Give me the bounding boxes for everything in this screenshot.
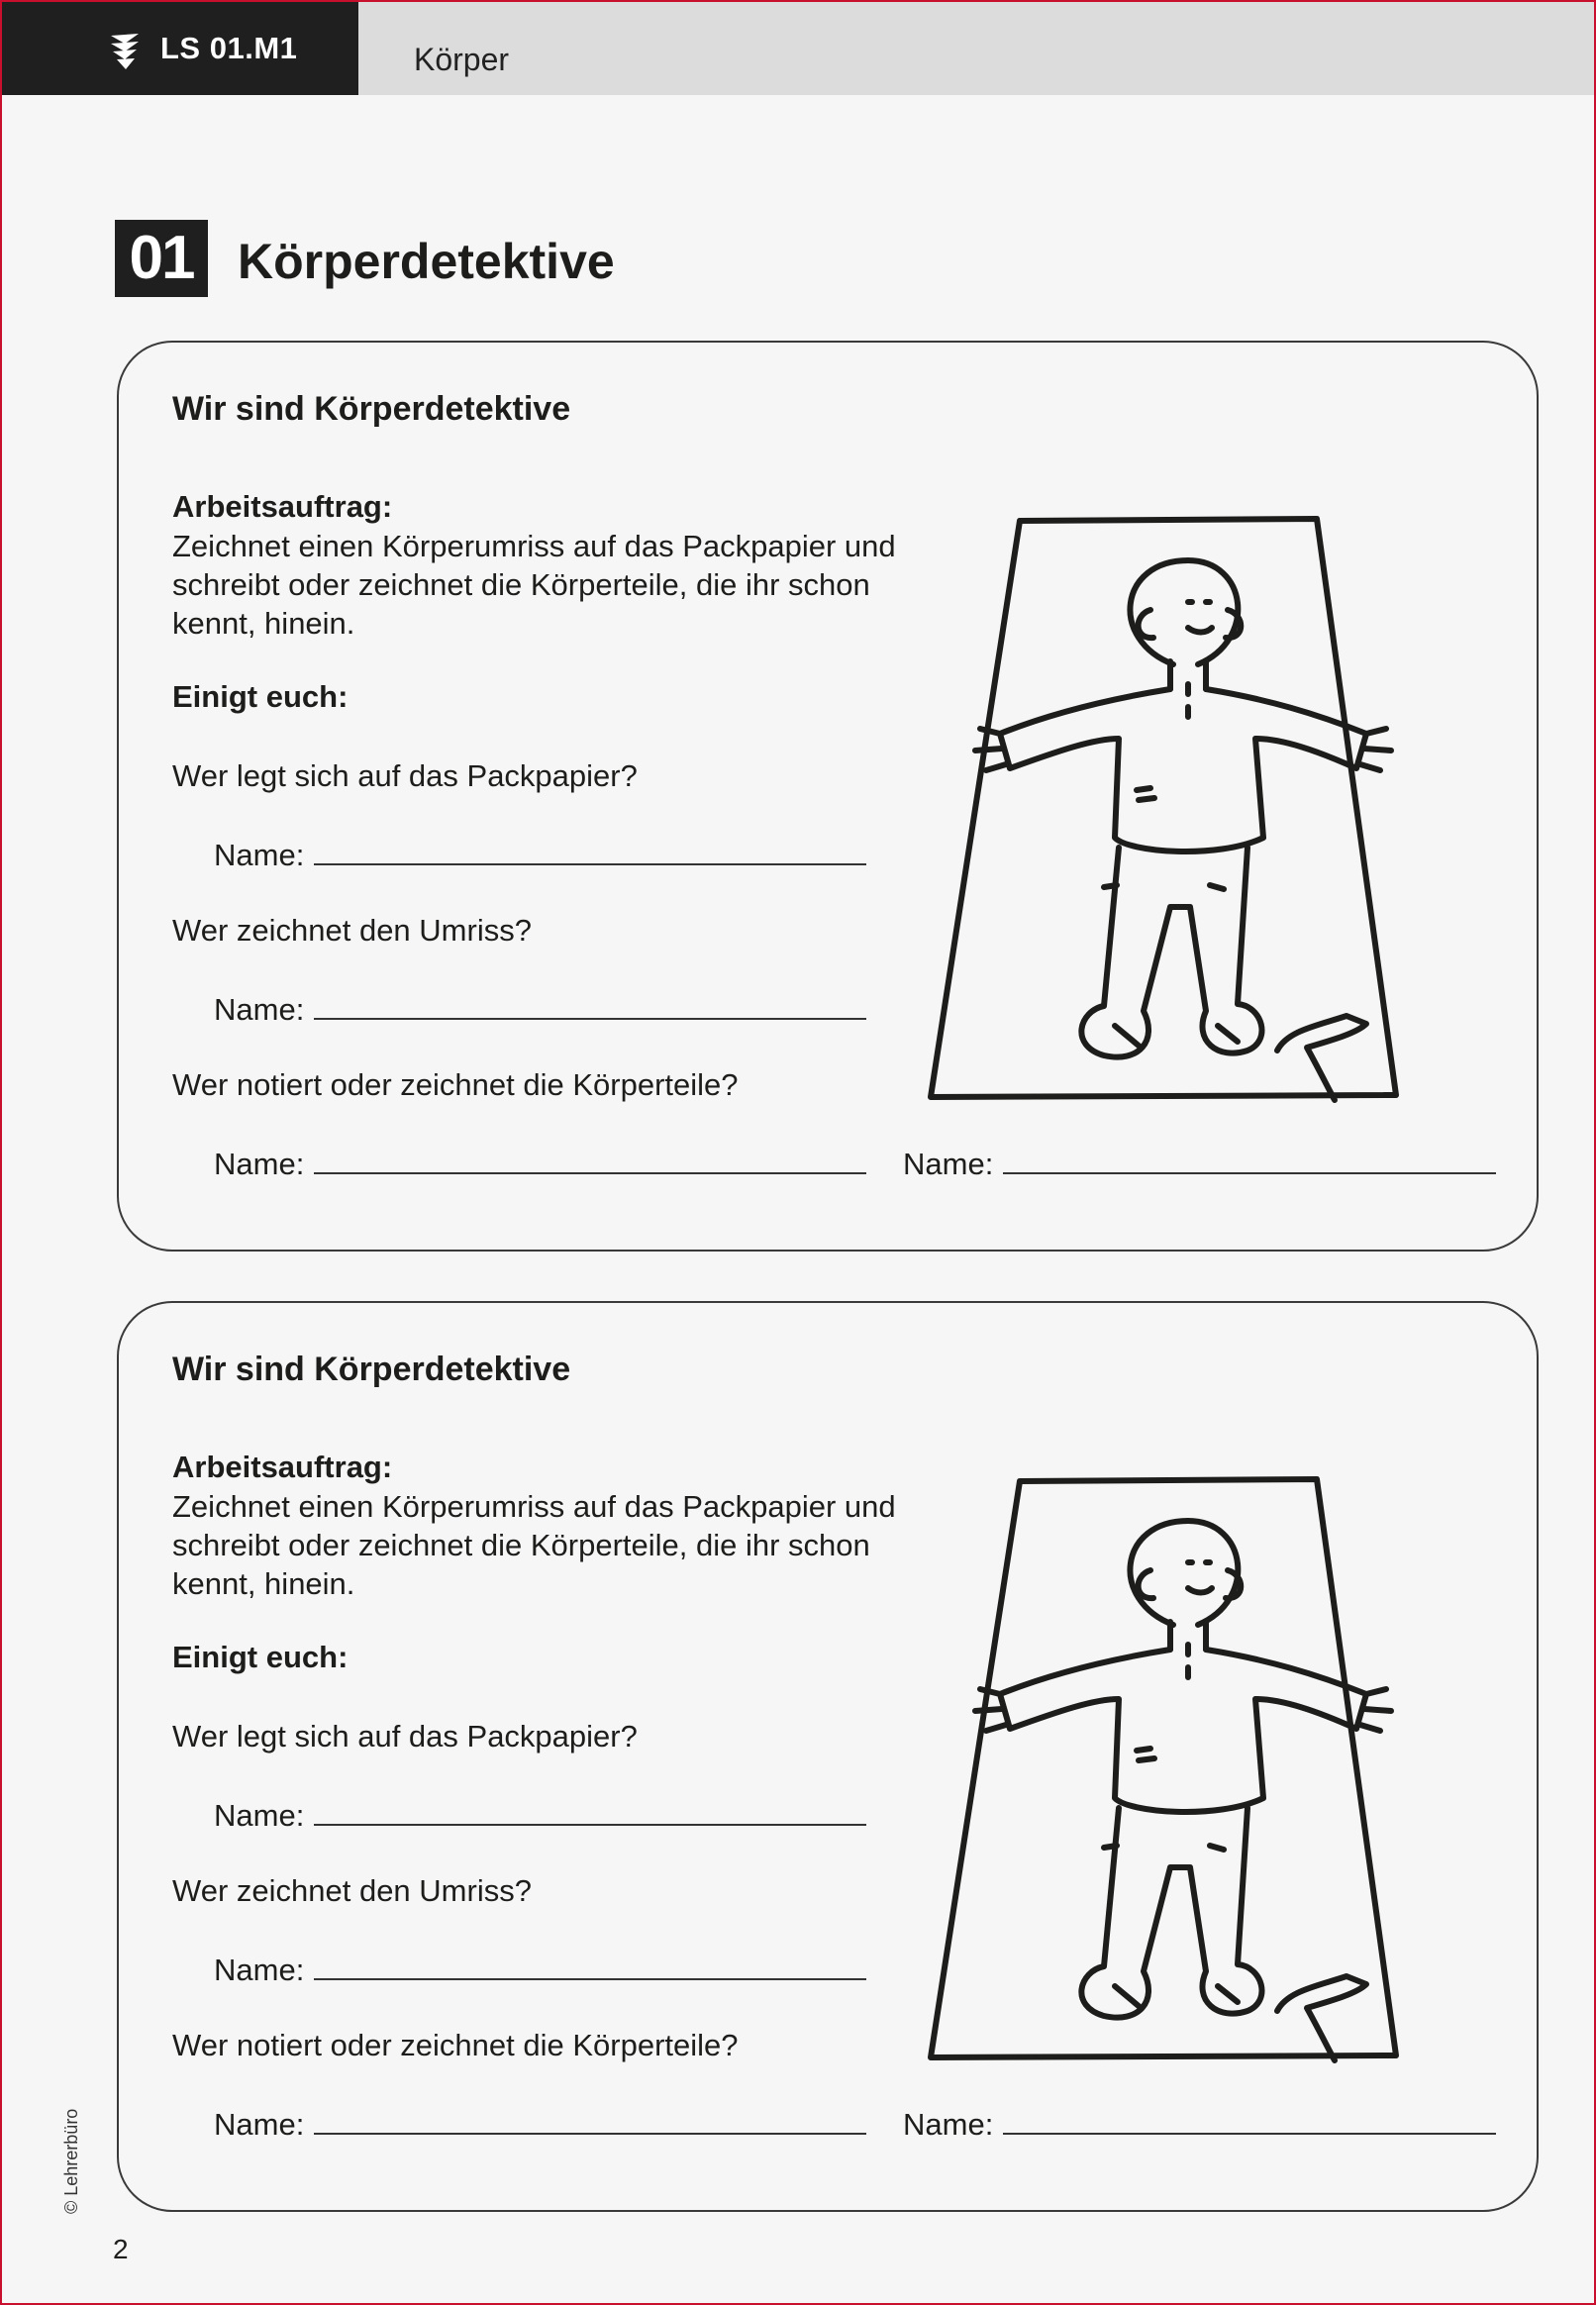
question-lie-down: Wer legt sich auf das Packpapier? (172, 758, 638, 793)
name-label: Name: (214, 838, 305, 872)
child-outline-drawing-icon (891, 1452, 1505, 2145)
name-row (214, 836, 866, 873)
name-row (214, 2105, 866, 2143)
name-input-line[interactable] (314, 2105, 866, 2135)
name-row (214, 1951, 866, 1988)
name-row (214, 1145, 866, 1182)
name-label: Name: (214, 2107, 305, 2142)
agree-label: Einigt euch: (172, 1640, 349, 1674)
section-number: 01 (115, 220, 208, 297)
header-topic: Körper (414, 42, 510, 77)
question-draw-outline: Wer zeichnet den Umriss? (172, 913, 532, 948)
fan-logo-icon (109, 32, 143, 71)
worksheet-card-2 (117, 1301, 1539, 2212)
section-title: Körperdetektive (238, 234, 615, 289)
task-text: Zeichnet einen Körperumriss auf das Packpapier und schreibt oder zeichnet die Körperteile, die ihr schon kennt, hinein. (172, 1489, 896, 1601)
name-label: Name: (214, 1953, 305, 1987)
material-code: LS 01.M1 (160, 31, 298, 65)
name-input-line[interactable] (314, 990, 866, 1020)
header-code-box (2, 2, 358, 95)
name-row (214, 1796, 866, 1834)
child-outline-drawing-icon (891, 491, 1505, 1184)
name-input-line[interactable] (314, 1951, 866, 1980)
task-label: Arbeitsauftrag: (172, 1450, 393, 1484)
task-text: Zeichnet einen Körperumriss auf das Packpapier und schreibt oder zeichnet die Körperteile, die ihr schon kennt, hinein. (172, 529, 896, 641)
name-label: Name: (214, 1798, 305, 1833)
name-row (214, 990, 866, 1028)
name-label: Name: (214, 992, 305, 1027)
name-input-line[interactable] (314, 1796, 866, 1826)
question-body-parts: Wer notiert oder zeichnet die Körperteile? (172, 1067, 739, 1102)
name-label: Name: (903, 1147, 994, 1181)
copyright: © Lehrerbüro (61, 2108, 81, 2214)
name-input-line[interactable] (314, 836, 866, 865)
task-label: Arbeitsauftrag: (172, 489, 393, 524)
name-input-line[interactable] (314, 1145, 866, 1174)
card-title: Wir sind Körperdetektive (172, 1351, 571, 1388)
name-label: Name: (214, 1147, 305, 1181)
worksheet-card-1 (117, 341, 1539, 1252)
question-body-parts: Wer notiert oder zeichnet die Körperteile? (172, 2028, 739, 2062)
agree-label: Einigt euch: (172, 679, 349, 714)
page-number: 2 (113, 2234, 129, 2264)
name-label: Name: (903, 2107, 994, 2142)
question-lie-down: Wer legt sich auf das Packpapier? (172, 1719, 638, 1754)
header-bar (2, 2, 1594, 95)
question-draw-outline: Wer zeichnet den Umriss? (172, 1873, 532, 1908)
card-title: Wir sind Körperdetektive (172, 390, 571, 428)
